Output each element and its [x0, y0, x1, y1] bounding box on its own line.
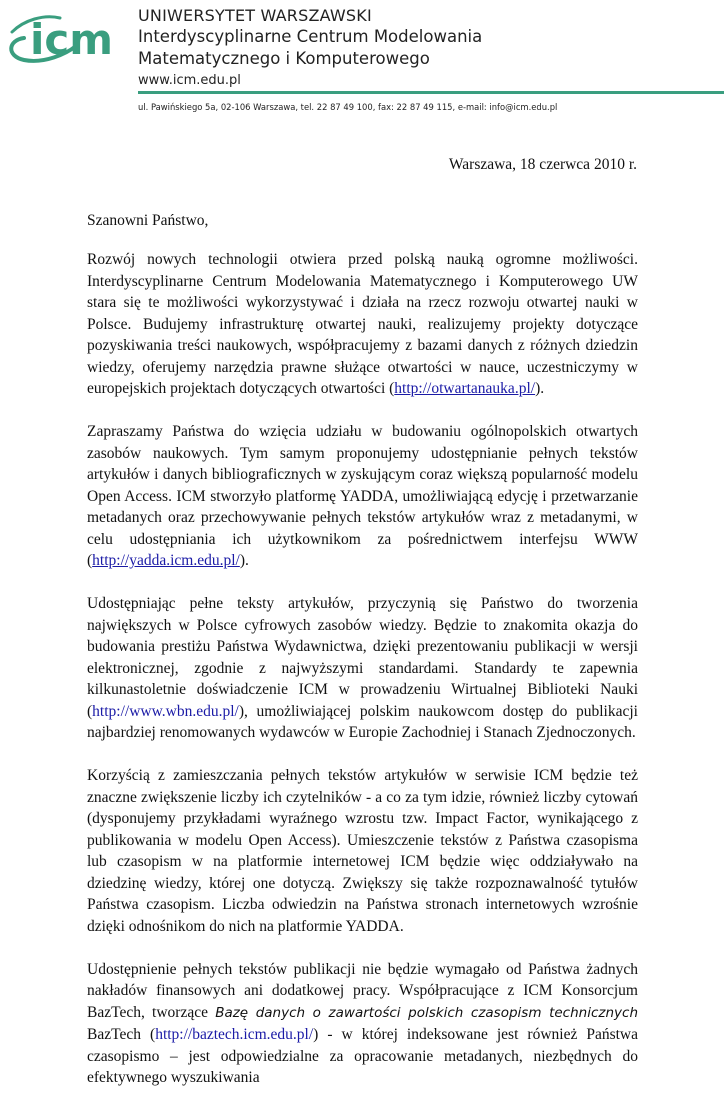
- paragraph-1: Rozwój nowych technologii otwiera przed polską nauką ogromne możliwości. Interdyscyplinarne Centrum Modelowania Matematycznego i Komputerowego UW stara się te możliwości wykorzystywać i działa na rzecz rozwoju otwartej nauki w Polsce. Budujemy infrastrukturę otwartej nauki, realizujemy projekty dotyczące pozyskiwania treści naukowych, współpracujemy z bazami danych z różnych dziedzin wiedzy, oferujemy narzędzia prawne służące otwartości w nauce, uczestniczymy w europejskich projektach dotyczących otwartości (http://otwartanauka.pl/).: [87, 251, 638, 397]
- paragraph-2: Zapraszamy Państwa do wzięcia udziału w budowaniu ogólnopolskich otwartych zasobów naukowych. Tym samym proponujemy udostępnianie pełnych tekstów artykułów i danych bibliograficznych w zyskującym coraz większą popularność modelu Open Access. ICM stworzyło platformę YADDA, umożliwiającą edycję i przetwarzanie metadanych oraz przechowywanie pełnych tekstów artykułów wraz z metadanymi, w celu udostępniania ich użytkownikom za pośrednictwem interfejsu WWW (http://yadda.icm.edu.pl/).: [87, 423, 638, 569]
- institute-name-line2: Matematycznego i Komputerowego: [138, 49, 430, 68]
- institute-website[interactable]: www.icm.edu.pl: [138, 73, 241, 88]
- otwartanauka-link[interactable]: http://otwartanauka.pl/: [394, 380, 536, 397]
- yadda-link[interactable]: http://yadda.icm.edu.pl/: [92, 552, 240, 569]
- institute-name-line1: Interdyscyplinarne Centrum Modelowania: [138, 27, 483, 46]
- logo-wordmark: icm: [30, 15, 114, 64]
- paragraph-5: Udostępnienie pełnych tekstów publikacji nie będzie wymagało od Państwa żadnych nakładów finansowych ani dodatkowej pracy. Współpracujące z ICM Konsorcjum BazTech, tworzące Bazę danych o zawartości polskich czasopism technicznych BazTech (http://baztech.icm.edu.pl/) - w której indeksowane jest również Państwa czasopismo – jest odpowiedzialne za opracowanie metadanych, niezbędnych do efektywnego wyszukiwania: [87, 960, 639, 1086]
- dateline: Warszawa, 18 czerwca 2010 r.: [448, 156, 637, 173]
- letter-body: [87, 249, 638, 1110]
- icm-logo: [4, 6, 126, 68]
- university-name: UNIWERSYTET WARSZAWSKI: [138, 6, 372, 25]
- wbn-url[interactable]: http://www.wbn.edu.pl/: [92, 702, 239, 720]
- salutation: Szanowni Państwo,: [87, 212, 209, 229]
- baztech-database-title: Bazę danych o zawartości polskich czasopism technicznych: [215, 1004, 638, 1021]
- letterhead-divider: [138, 91, 724, 94]
- institute-address: ul. Pawińskiego 5a, 02-106 Warszawa, tel. 22 87 49 100, fax: 22 87 49 115, e-mail: info@icm.edu.pl: [138, 102, 558, 112]
- baztech-url[interactable]: http://baztech.icm.edu.pl/: [155, 1026, 314, 1043]
- paragraph-4: Korzyścią z zamieszczania pełnych tekstów artykułów w serwisie ICM będzie też znaczne zwiększenie liczby ich czytelników - a co za tym idzie, również liczby cytowań (dysponujemy przykładami wyraźnego wzrostu tzw. Impact Factor, wynikającego z publikowania w modelu Open Access). Umieszczenie tekstów z Państwa czasopisma lub czasopism w na platformie internetowej ICM będzie więc oddziaływało na dziedzinę wiedzy, której one dotyczą. Zwiększy się także rozpoznawalność tytułów Państwa czasopism. Liczba odwiedzin na Państwa stronach internetowych wzrośnie dzięki odnośnikom do nich na platformie YADDA.: [87, 767, 638, 935]
- paragraph-3: Udostępniając pełne teksty artykułów, przyczynią się Państwo do tworzenia największych w Polsce cyfrowych zasobów wiedzy. Będzie to znakomita okazja do budowania prestiżu Państwa Wydawnictwa, dzięki prezentowaniu publikacji w wersji elektronicznej, zgodnie z najwyższymi standardami. Standardy te zapewnia kilkunastoletnie doświadczenie ICM w prowadzeniu Wirtualnej Biblioteki Nauki (http://www.wbn.edu.pl/), umożliwiającej polskim naukowcom dostęp do publikacji najbardziej renomowanych wydawców w Europie Zachodniej i Stanach Zjednoczonych.: [87, 595, 638, 741]
